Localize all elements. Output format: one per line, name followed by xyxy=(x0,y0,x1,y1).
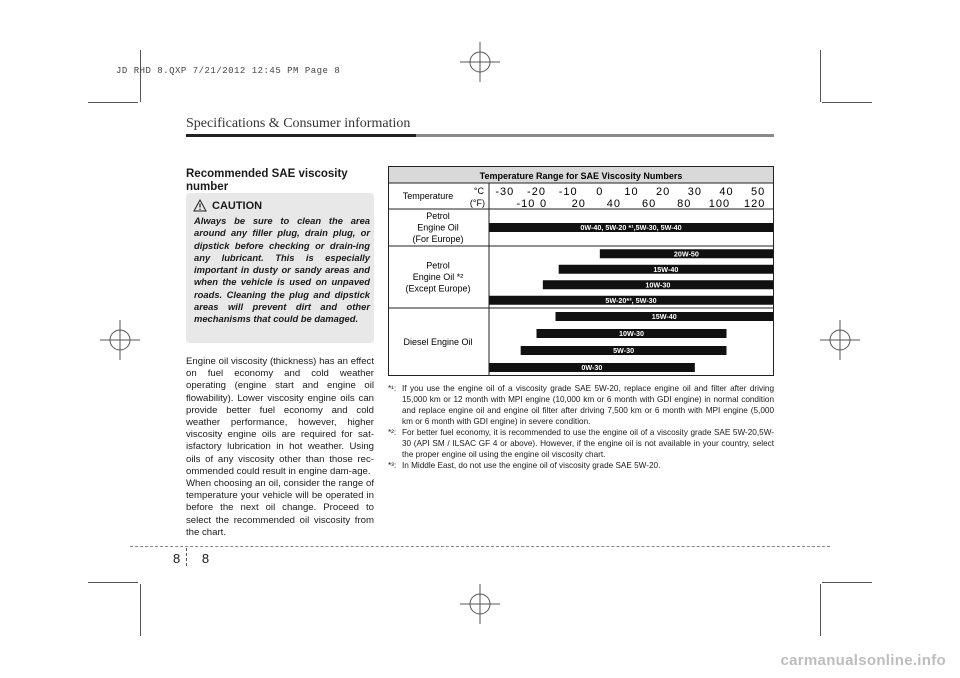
section-heading: Recommended SAE viscosity number xyxy=(186,168,348,193)
celsius-tick-label: 30 xyxy=(687,186,702,198)
row-label: Petrol xyxy=(426,211,450,221)
fahrenheit-unit: (°F) xyxy=(469,198,485,208)
viscosity-bar-label: 10W-30 xyxy=(618,329,645,339)
body-paragraph: Engine oil viscosity (thickness) has an effect on fuel economy and cold weather operating (engine start and engine oil flowability). Lower viscosity engine oils can provide better fuel economy and cold weather performance, however, higher viscosity engine oils are required for sat-isfactory lubrication in hot weather. Using oils of any viscosity other than those rec-ommended could result in engine dam-age. xyxy=(186,356,374,477)
viscosity-bar-label: 10W-30 xyxy=(645,280,671,290)
row-label: Petrol xyxy=(426,260,450,271)
row-label: Diesel Engine Oil xyxy=(403,337,473,347)
footnote xyxy=(388,427,774,460)
fahrenheit-tick-label: 80 xyxy=(677,198,692,210)
crop-mark xyxy=(88,102,138,103)
row-label: (For Europe) xyxy=(412,234,464,244)
caution-title: CAUTION xyxy=(212,200,263,212)
fahrenheit-tick-label: 40 xyxy=(606,198,622,210)
warning-triangle-icon xyxy=(193,199,207,212)
celsius-tick-label: -30 xyxy=(495,186,515,198)
viscosity-bar-label: 20W-50 xyxy=(673,249,699,259)
viscosity-bar-label: 15W-40 xyxy=(653,264,679,274)
footnote xyxy=(388,460,774,471)
footnote-text: If you use the engine oil of a viscosity grade SAE 5W-20, replace engine oil and filter after driving 15,000 km or 12 month with MPI engine (10,000 km or 6 month with GDI engine) in normal condition and replace engine oil and engine oil filter after driving 7,500 km or 6 month with MPI engine (5,000 km or 6 month with GDI engine) in severe condition. xyxy=(402,384,774,426)
registration-mark-right-icon xyxy=(818,318,862,362)
celsius-tick-label: 50 xyxy=(751,186,766,198)
fahrenheit-tick-label: -10 xyxy=(516,198,536,210)
fahrenheit-tick-label: 60 xyxy=(641,198,657,210)
footnote-text: In Middle East, do not use the engine oil of viscosity grade SAE 5W-20. xyxy=(402,461,661,470)
watermark-text: carmanualsonline.info xyxy=(780,652,946,669)
footnote-mark: *²: xyxy=(388,428,397,437)
celsius-tick-label: -20 xyxy=(527,186,546,198)
row-label: Engine Oil xyxy=(417,222,459,233)
row-label: Engine Oil *² xyxy=(412,272,464,282)
crop-mark xyxy=(140,50,141,102)
fahrenheit-tick-label: 20 xyxy=(571,198,586,210)
page-number: 8 8 xyxy=(173,551,219,566)
viscosity-bar-label: 0W-30 xyxy=(581,363,603,373)
viscosity-bar-label: 5W-30 xyxy=(613,346,635,356)
registration-mark-top-icon xyxy=(458,40,502,84)
footnote-mark: *³: xyxy=(388,461,397,470)
print-slug: JD RHD 8.QXP 7/21/2012 12:45 PM Page 8 xyxy=(116,66,341,76)
footnote-mark: *¹: xyxy=(388,384,397,393)
fahrenheit-tick-label: 100 xyxy=(708,198,731,210)
caution-text: Always be sure to clean the area around any filler plug, drain plug, or dipstick before checking or drain-ing any lubricant. This is especially important in dusty or sandy areas and when the vehicle is used on unpaved roads. Cleaning the plug and dipstick areas will prevent dirt and other mechanisms that could be damaged. xyxy=(194,215,370,325)
viscosity-bar-label: 0W-40, 5W-20 *¹,5W-30, 5W-40 xyxy=(580,223,682,233)
header-rule-accent xyxy=(186,134,416,137)
row-label: (Except Europe) xyxy=(405,283,471,294)
temperature-label: Temperature xyxy=(402,191,454,201)
celsius-tick-label: 40 xyxy=(719,186,734,198)
registration-mark-left-icon xyxy=(98,318,142,362)
crop-mark xyxy=(140,584,141,636)
celsius-tick-label: 0 xyxy=(596,186,604,198)
celsius-tick-label: 10 xyxy=(624,186,639,198)
fahrenheit-tick-label: 0 xyxy=(539,198,548,210)
footnote xyxy=(388,383,774,427)
celsius-tick-label: 20 xyxy=(656,186,671,198)
footer-rule xyxy=(130,546,830,547)
viscosity-chart-svg xyxy=(388,166,774,376)
footnotes xyxy=(388,383,774,471)
viscosity-bar-label: 5W-20*³, 5W-30 xyxy=(605,295,657,305)
footnote-text: For better fuel economy, it is recommended to use the engine oil of a viscosity grade SAE 5W-20,5W-30 (API SM / ILSAC GF 4 or above). However, if the engine oil is not available in your country, select the proper engine oil using the engine oil viscosity chart. xyxy=(402,428,774,459)
crop-mark xyxy=(822,102,872,103)
crop-mark xyxy=(88,582,138,583)
body-text xyxy=(186,356,374,539)
crop-mark xyxy=(820,50,821,102)
fahrenheit-tick-label: 120 xyxy=(743,198,766,210)
viscosity-bar-label: 15W-40 xyxy=(651,312,677,322)
crop-mark xyxy=(822,582,872,583)
viscosity-chart xyxy=(388,166,774,376)
crop-mark xyxy=(820,584,821,636)
page-header-title: Specifications & Consumer information xyxy=(186,116,411,131)
body-paragraph: When choosing an oil, consider the range of temperature your vehicle will be operated in before the next oil change. Proceed to select the recommended oil viscosity from the chart. xyxy=(186,478,374,538)
celsius-tick-label: -10 xyxy=(558,186,578,198)
caution-box xyxy=(186,193,374,343)
celsius-unit: °C xyxy=(473,186,484,196)
chart-title: Temperature Range for SAE Viscosity Numbers xyxy=(479,171,683,181)
registration-mark-bottom-icon xyxy=(458,582,502,626)
